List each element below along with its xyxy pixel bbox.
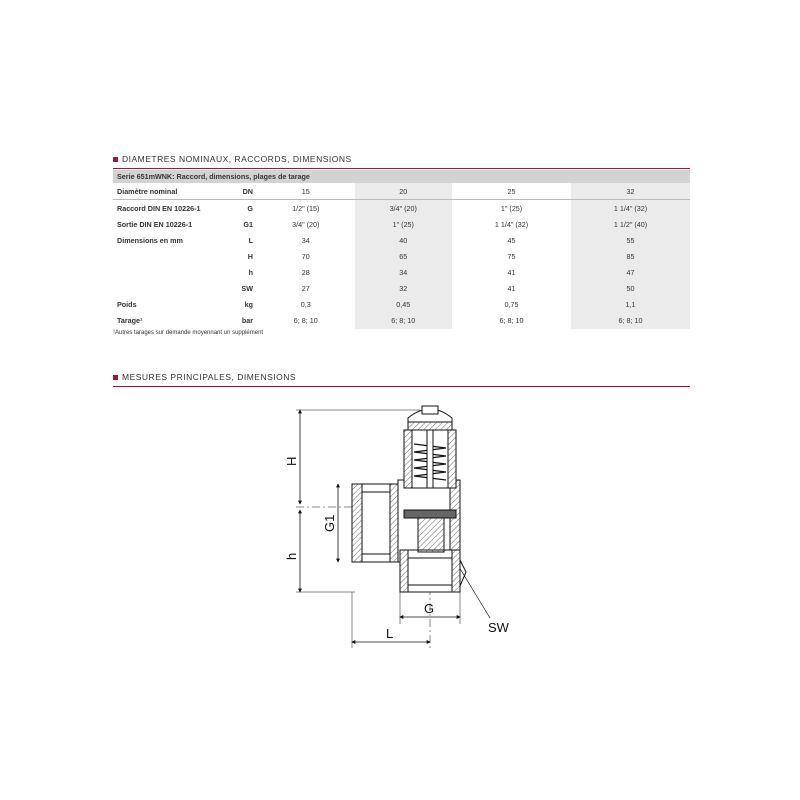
table-cell: 41: [507, 284, 516, 294]
table-cell: 27: [301, 284, 310, 294]
table-cell: 15: [257, 183, 355, 200]
table-cell: 34: [355, 264, 453, 280]
row-unit: G1: [243, 219, 253, 229]
table-cell: 1 1/4" (32): [571, 200, 690, 217]
row-unit: H: [247, 251, 253, 261]
table-title-row: [113, 170, 690, 183]
row-label: [113, 264, 233, 280]
table-cell: 1,1: [571, 297, 690, 313]
label-L: L: [386, 626, 394, 641]
row-unit: kg: [244, 300, 253, 310]
table-cell: 47: [571, 264, 690, 280]
table-row: [113, 183, 690, 200]
table-cell: 50: [571, 281, 690, 297]
table-cell: 55: [571, 232, 690, 248]
table-cell: 1" (25): [500, 203, 523, 213]
row-unit: G: [247, 203, 253, 213]
table-footnote: ¹Autres tarages sur demande moyennant un supplément: [113, 330, 264, 336]
table-cell: 41: [507, 268, 516, 278]
row-unit: SW: [241, 284, 253, 294]
table-cell: 28: [301, 268, 310, 278]
table-cell: 45: [507, 235, 516, 245]
label-SW: SW: [488, 620, 509, 635]
section-marker: [113, 375, 118, 380]
valve-body: [352, 406, 466, 592]
table-cell: 32: [571, 183, 690, 200]
section-rule: [113, 386, 690, 387]
label-h: h: [284, 552, 299, 560]
row-unit: h: [248, 268, 253, 278]
section-title: MESURES PRINCIPALES, DIMENSIONS: [122, 372, 297, 382]
table-cell: 65: [355, 248, 453, 264]
row-label: [113, 248, 233, 264]
table-cell: 1" (25): [355, 216, 453, 232]
table-row: [113, 281, 690, 297]
table-cell: 70: [301, 251, 310, 261]
table-cell: 34: [301, 235, 310, 245]
table-cell: 6; 8; 10: [355, 313, 453, 329]
table-row: [113, 264, 690, 280]
table-cell: 20: [355, 183, 453, 200]
section-marker: [113, 157, 118, 162]
table-row: [113, 313, 690, 329]
table-cell: 85: [571, 248, 690, 264]
table-cell: 25: [452, 183, 571, 200]
table-cell: 40: [355, 232, 453, 248]
table-cell: 3/4" (20): [292, 219, 320, 229]
table-cell: 0,3: [300, 300, 311, 310]
section-title: DIAMETRES NOMINAUX, RACCORDS, DIMENSIONS: [122, 154, 352, 164]
row-unit: DN: [233, 183, 257, 200]
section-rule: [113, 168, 690, 169]
row-label: Dimensions en mm: [117, 235, 183, 245]
label-H: H: [284, 456, 299, 466]
table-cell: 1 1/4" (32): [494, 219, 529, 229]
table-cell: 6; 8; 10: [499, 316, 524, 326]
row-label: Diamètre nominal: [113, 183, 233, 200]
row-label: Poids: [117, 300, 137, 310]
row-label: Sortie DIN EN 10226-1: [117, 219, 193, 229]
table-cell: 75: [507, 251, 516, 261]
table-row: [113, 297, 690, 313]
row-label: [113, 281, 233, 297]
row-label: Raccord DIN EN 10226-1: [117, 203, 201, 213]
table-row: [113, 232, 690, 248]
row-unit: L: [248, 235, 253, 245]
row-unit: bar: [241, 316, 253, 326]
table-cell: 6; 8; 10: [293, 316, 318, 326]
table-row: [113, 248, 690, 264]
table-title: Serie 651mWNK: Raccord, dimensions, plages de tarage: [113, 170, 690, 183]
table-cell: 0,75: [504, 300, 519, 310]
table-cell: 0,45: [355, 297, 453, 313]
table-cell: 1 1/2" (40): [571, 216, 690, 232]
table-row: [113, 200, 690, 217]
label-G: G: [424, 601, 435, 616]
table-cell: 1/2" (15): [292, 203, 320, 213]
valve-technical-drawing: [280, 392, 520, 654]
spec-table: [113, 170, 690, 329]
table-cell: 6; 8; 10: [571, 313, 690, 329]
label-G1: G1: [322, 514, 337, 532]
table-row: [113, 216, 690, 232]
table-cell: 3/4" (20): [355, 200, 453, 217]
table-cell: 32: [355, 281, 453, 297]
row-label: Tarage¹: [117, 316, 143, 326]
section-heading-measures: [113, 372, 690, 387]
section-heading-dimensions: [113, 154, 690, 169]
